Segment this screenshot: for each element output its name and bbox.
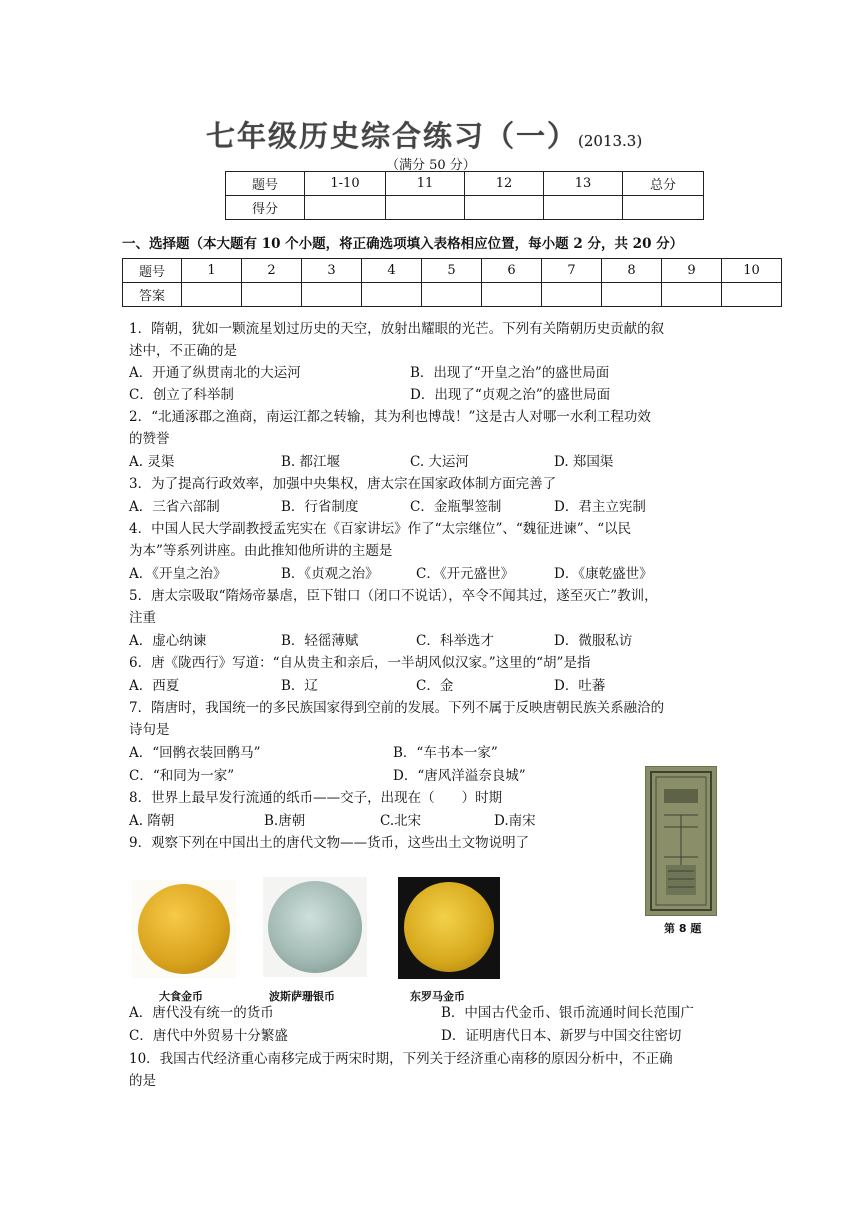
coin-3-photo xyxy=(398,877,500,979)
title-year: (2013.3) xyxy=(578,132,643,150)
q2-option-d: D. 郑国渠 xyxy=(554,454,614,470)
q4-option-b: B．《贞观之治》 xyxy=(281,566,379,582)
answer-cell[interactable] xyxy=(422,283,482,307)
gold-coin-icon xyxy=(404,882,494,972)
title-main: 七年级历史综合练习（一） xyxy=(206,119,579,153)
coin-1-photo xyxy=(132,880,236,978)
question-1-line-2: 述中，不正确的是 xyxy=(129,343,237,359)
q8-option-d: D.南宋 xyxy=(494,813,536,829)
full-score-note: （满分 50 分） xyxy=(386,158,476,173)
question-8-line-1: 8．世界上最早发行流通的纸币——交子，出现在（ ）时期 xyxy=(129,790,503,806)
page-title xyxy=(206,114,642,155)
coin-2-caption: 波斯萨珊银币 xyxy=(269,990,335,1003)
score-table-score-row xyxy=(226,196,704,220)
q7-option-a: A．“回鹘衣装回鹘马” xyxy=(129,745,261,761)
q3-option-d: D．君主立宪制 xyxy=(554,499,646,515)
answer-header-cell: 6 xyxy=(482,259,542,283)
score-header-cell: 题号 xyxy=(226,172,305,196)
q5-option-a: A．虚心纳谏 xyxy=(129,633,207,649)
score-cell[interactable] xyxy=(305,196,386,220)
answer-cell[interactable] xyxy=(182,283,242,307)
answer-header-cell: 3 xyxy=(302,259,362,283)
answer-cell[interactable] xyxy=(602,283,662,307)
answer-header-cell: 2 xyxy=(242,259,302,283)
q9-option-b: B．中国古代金币、银币流通时间长范围广 xyxy=(441,1005,694,1021)
answer-header-cell: 1 xyxy=(182,259,242,283)
q9-option-a: A．唐代没有统一的货币 xyxy=(129,1005,274,1021)
q9-option-c: C．唐代中外贸易十分繁盛 xyxy=(129,1028,288,1044)
q8-option-b: B.唐朝 xyxy=(264,813,306,829)
q5-option-b: B．轻徭薄赋 xyxy=(281,633,359,649)
q3-option-b: B．行省制度 xyxy=(281,499,359,515)
question-9-line-1: 9．观察下列在中国出土的唐代文物——货币，这些出土文物说明了 xyxy=(129,835,530,851)
silver-coin-icon xyxy=(268,881,362,973)
q3-option-a: A．三省六部制 xyxy=(129,499,220,515)
answer-table xyxy=(122,258,782,307)
coin-2-photo xyxy=(263,877,367,977)
q8-option-a: A. 隋朝 xyxy=(129,813,175,829)
q7-option-d: D．“唐风洋溢奈良城” xyxy=(393,768,526,784)
question-5-line-1: 5．唐太宗吸取“隋炀帝暴虐，臣下钳口（闭口不说话），卒令不闻其过，遂至灭亡”教训， xyxy=(129,588,658,604)
score-cell[interactable] xyxy=(544,196,623,220)
answer-cell[interactable] xyxy=(482,283,542,307)
q1-option-a: A．开通了纵贯南北的大运河 xyxy=(129,365,301,381)
coin-1-caption: 大食金币 xyxy=(159,990,203,1003)
answer-cell[interactable] xyxy=(722,283,782,307)
note-caption: 第 8 题 xyxy=(664,922,702,935)
question-1-line-1: 1．隋朝，犹如一颗流星划过历史的天空，放射出耀眼的光芒。下列有关隋朝历史贡献的叙 xyxy=(129,321,665,337)
answer-header-cell: 5 xyxy=(422,259,482,283)
jiaozi-note-image xyxy=(645,766,717,916)
answer-cell[interactable] xyxy=(662,283,722,307)
question-3-line-1: 3．为了提高行政效率，加强中央集权，唐太宗在国家政体制方面完善了 xyxy=(129,476,557,492)
score-table-header-row xyxy=(226,172,704,196)
q7-option-b: B．“车书本一家” xyxy=(393,745,498,761)
question-10-line-1: 10．我国古代经济重心南移完成于两宋时期，下列关于经济重心南移的原因分析中，不正确 xyxy=(129,1051,673,1067)
score-cell[interactable] xyxy=(386,196,465,220)
answer-table-number-row xyxy=(123,259,782,283)
answer-header-cell: 10 xyxy=(722,259,782,283)
q2-option-c: C. 大运河 xyxy=(410,454,469,470)
question-4-line-2: 为本”等系列讲座。由此推知他所讲的主题是 xyxy=(129,543,393,559)
q5-option-d: D．微服私访 xyxy=(554,633,633,649)
question-4-line-1: 4．中国人民大学副教授孟宪实在《百家讲坛》作了“太宗继位”、“魏征进谏”、“以民 xyxy=(129,521,632,537)
answer-cell[interactable] xyxy=(242,283,302,307)
q8-option-c: C.北宋 xyxy=(380,813,422,829)
score-header-cell: 总分 xyxy=(623,172,704,196)
question-7-line-2: 诗句是 xyxy=(129,722,170,738)
score-header-cell: 1-10 xyxy=(305,172,386,196)
answer-row-label: 答案 xyxy=(123,283,182,307)
answer-cell[interactable] xyxy=(362,283,422,307)
question-5-line-2: 注重 xyxy=(129,610,156,626)
q6-option-c: C．金 xyxy=(416,678,454,694)
jiaozi-note-graphic xyxy=(646,767,716,915)
question-10-line-2: 的是 xyxy=(129,1073,156,1089)
question-6-line-1: 6．唐《陇西行》写道：“自从贵主和亲后，一半胡风似汉家。”这里的“胡”是指 xyxy=(129,655,591,671)
q4-option-d: D．《康乾盛世》 xyxy=(554,566,653,582)
q1-option-d: D．出现了“贞观之治”的盛世局面 xyxy=(410,387,611,403)
q2-option-a: A. 灵渠 xyxy=(129,454,175,470)
q5-option-c: C．科举选才 xyxy=(416,633,494,649)
q2-option-b: B. 都江堰 xyxy=(281,454,341,470)
q9-option-d: D．证明唐代日本、新罗与中国交往密切 xyxy=(441,1028,682,1044)
q6-option-b: B．辽 xyxy=(281,678,318,694)
q3-option-c: C．金瓶掣签制 xyxy=(410,499,502,515)
score-header-cell: 12 xyxy=(465,172,544,196)
q4-option-a: A．《开皇之治》 xyxy=(129,566,227,582)
q6-option-a: A．西夏 xyxy=(129,678,180,694)
coin-3-caption: 东罗马金币 xyxy=(410,990,465,1003)
score-header-cell: 13 xyxy=(544,172,623,196)
q1-option-b: B．出现了“开皇之治”的盛世局面 xyxy=(410,365,610,381)
q6-option-d: D．吐蕃 xyxy=(554,678,606,694)
answer-cell[interactable] xyxy=(542,283,602,307)
q1-option-c: C．创立了科举制 xyxy=(129,387,234,403)
gold-coin-icon xyxy=(138,884,230,974)
answer-header-cell: 8 xyxy=(602,259,662,283)
question-2-line-1: 2．“北通涿郡之渔商，南运江都之转输，其为利也博哉！”这是古人对哪一水利工程功效 xyxy=(129,409,651,425)
score-row-label: 得分 xyxy=(226,196,305,220)
section-heading: 一、选择题（本大题有 10 个小题，将正确选项填入表格相应位置，每小题 2 分，共 20 分） xyxy=(122,236,684,252)
answer-header-cell: 题号 xyxy=(123,259,182,283)
answer-cell[interactable] xyxy=(302,283,362,307)
q7-option-c: C．“和同为一家” xyxy=(129,768,235,784)
score-cell[interactable] xyxy=(465,196,544,220)
answer-header-cell: 4 xyxy=(362,259,422,283)
question-7-line-1: 7．隋唐时，我国统一的多民族国家得到空前的发展。下列不属于反映唐朝民族关系融洽的 xyxy=(129,700,665,716)
q4-option-c: C．《开元盛世》 xyxy=(416,566,515,582)
answer-header-cell: 7 xyxy=(542,259,602,283)
question-2-line-2: 的赞誉 xyxy=(129,431,170,447)
answer-table-answer-row xyxy=(123,283,782,307)
score-cell[interactable] xyxy=(623,196,704,220)
score-table xyxy=(225,171,704,220)
score-header-cell: 11 xyxy=(386,172,465,196)
answer-header-cell: 9 xyxy=(662,259,722,283)
